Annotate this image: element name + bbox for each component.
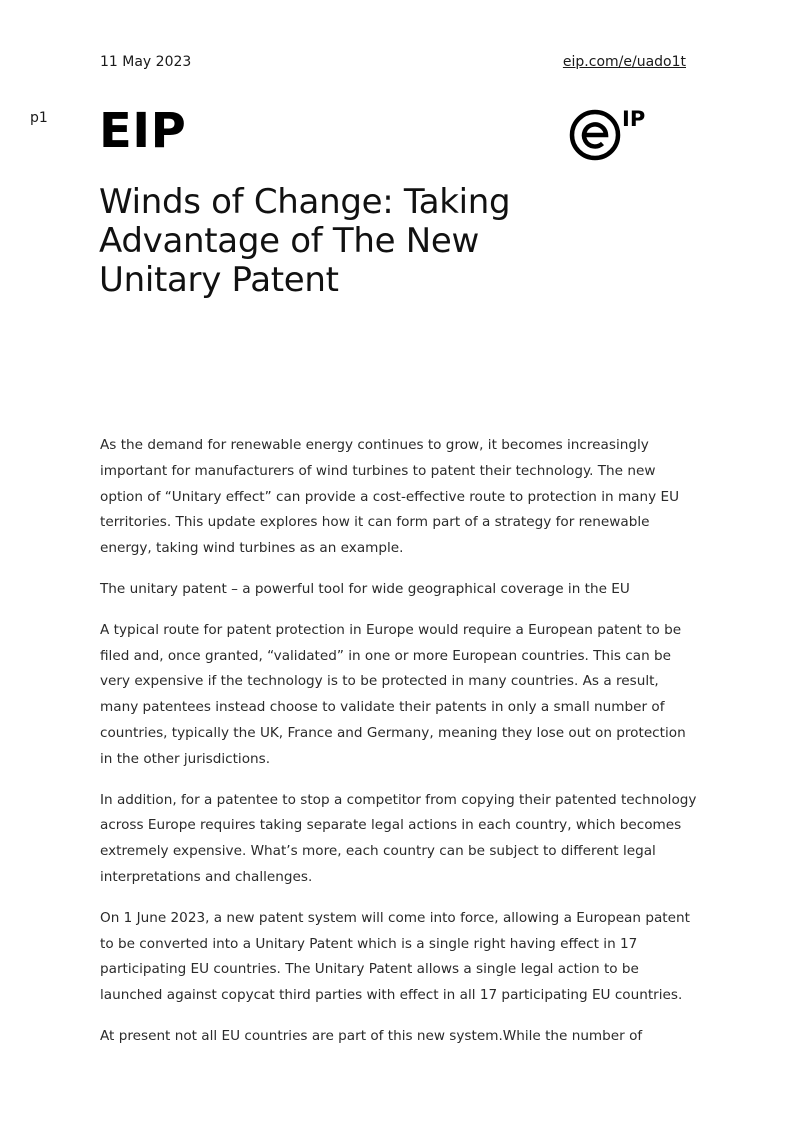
paragraph-participation: At present not all EU countries are part of this new system.While the number of [100,1027,643,1044]
paragraph-new-system: On 1 June 2023, a new patent system will come into force, allowing a European patent to be converted into a Unitary Patent which is a single right having effect in 17 participating EU countries. The Unitary Patent allows a single legal action to be launched against copycat third parties with effect in all 17 participating EU countries. [100,909,690,1004]
paragraph-intro: As the demand for renewable energy continues to grow, it becomes increasingly important for manufacturers of wind turbines to patent their technology. The new option of “Unitary effect” can provide a cost-effective route to protection in many EU territories. This update explores how it can form part of a strategy for renewable energy, taking wind turbines as an example. [100,437,680,557]
paragraph-subheading: The unitary patent – a powerful tool for wide geographical coverage in the EU [100,580,630,597]
page-number: p1 [30,110,48,126]
logo-superscript: IP [622,107,646,131]
article-body [100,433,700,1065]
eip-logo-icon [568,106,652,164]
article-title: Winds of Change: Taking Advantage of The New Unitary Patent [99,182,511,300]
publish-date: 11 May 2023 [100,54,192,70]
paragraph-typical-route: A typical route for patent protection in Europe would require a European patent to be filed and, once granted, “validated” in one or more European countries. This can be very expensive if the technology is to be protected in many countries. As a result, many patentees instead choose to validate their patents in only a small number of countries, typically the UK, France and Germany, meaning they lose out on protection in the other jurisdictions. [100,621,686,767]
paragraph-legal-actions: In addition, for a patentee to stop a competitor from copying their patented technology across Europe requires taking separate legal actions in each country, which becomes extremely expensive. What’s more, each country can be subject to different legal interpretations and challenges. [100,791,697,885]
brand-name: EIP [99,103,187,159]
article-link[interactable]: eip.com/e/uado1t [562,54,686,70]
